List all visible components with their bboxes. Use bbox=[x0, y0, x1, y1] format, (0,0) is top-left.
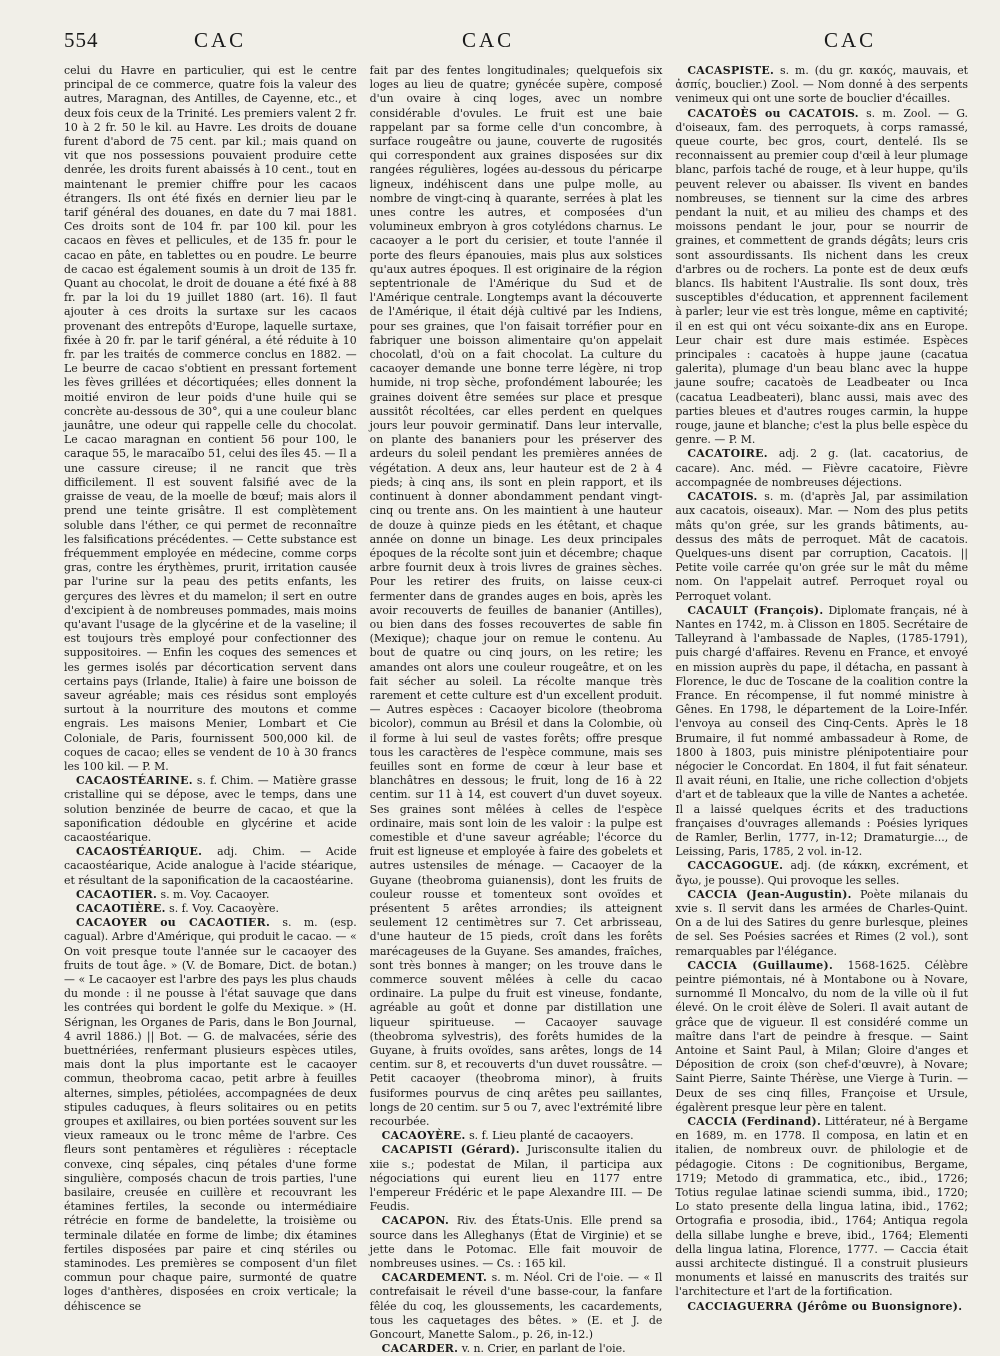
dictionary-entry bbox=[675, 888, 968, 959]
entry-text: Diplomate français, né à Nantes en 1742, m. à Clisson en 1805. Secrétaire de Talleyrand à l'ambassade de Naples, (1785-1791), puis chargé d'affaires. Revenu en France, et envoyé en mission auprès du pape, il détacha, en passant à Florence, le duc de Toscane de la coalition contre la France. En récompense, il fut nommé ministre à Gênes. En 1798, le département de la Loire-Infér. l'envoya au conseil des Cinq-Cents. Après le 18 Brumaire, il fut nommé ambassadeur à Rome, de 1800 à 1803, puis ministre plénipotentiaire pour négocier le Concordat. En 1804, il fut fait sénateur. Il avait réuni, en Italie, une riche collection d'objets d'art et de tableaux que la ville de Nantes a achetée. Il a laissé quelques écrits et des traductions françaises d'ouvrages allemands : Poésies lyriques de Ramler, Berlin, 1777, in-12; Dramaturgie..., de Leissing, Paris, 1785, 2 vol. in-12. bbox=[675, 603, 969, 859]
entry-text: s. m. Néol. Cri de l'oie. — « Il contrefaisait le réveil d'une basse-cour, la fanfare fêlée du coq, les gloussements, les cacardements, tous les caquetages des bêtes. » (E. et J. de Goncourt, Manette Salom., p. 26, in-12.) bbox=[369, 1271, 663, 1342]
entry-headword: CACAPON. bbox=[381, 1214, 450, 1228]
entry-headword: CACATOIRE. bbox=[687, 447, 768, 461]
dictionary-entry bbox=[675, 1115, 968, 1300]
entry-headword: CACCIA (Ferdinand). bbox=[687, 1115, 822, 1129]
running-head-left: CAC bbox=[194, 28, 247, 52]
entry-headword: CACCIA (Guillaume). bbox=[687, 958, 834, 972]
entry-text: fait par des fentes longitudinales; quelquefois six loges au lieu de quatre; gynécée supère, composé d'un ovaire à cinq loges, avec un nombre considérable d'ovules. Le fruit est une baie rappelant par sa forme celle d'un concombre, à surface rougeâtre ou jaune, couverte de rugosités qui correspondent aux graines disposées sur dix rangées régulières, logées au-dessous du péricarpe ligneux, indéhiscent dans une pulpe molle, au nombre de vingt-cinq à quarante, serrées à plat les unes contre les autres, et composées d'un volumineux embryon à gros cotylédons charnus. Le cacaoyer a le port du cerisier, et toute l'année il porte des fleurs épanouies, mais plus aux solstices qu'aux autres époques. Il est originaire de la région septentrionale de l'Amérique du Sud et de l'Amérique centrale. Longtemps avant la découverte de l'Amérique, il était déjà cultivé par les Indiens, pour ses graines, que l'on faisait torréfier pour en fabriquer une boisson alimentaire qu'on appelait chocolatl, d'où on a fait chocolat. La culture du cacaoyer demande une bonne terre légère, ni trop humide, ni trop sèche, profondément labourée; les graines doivent être semées sur place et presque aussitôt récoltées, car elles perdent en quelques jours leur pouvoir germinatif. Dans leur intervalle, on plante des bananiers pour les préserver des ardeurs du soleil pendant les premières années de végétation. A deux ans, leur hauteur est de 2 à 4 pieds; à cinq ans, ils sont en plein rapport, et ils continuent à donner abondamment pendant vingt-cinq ou trente ans. On les maintient à une hauteur de douze à quinze pieds en les étêtant, et chaque année on donne un binage. Les deux principales époques de la récolte sont juin et décembre; chaque arbre fournit deux à trois livres de graines sèches. Pour les retirer des fruits, on laisse ceux-ci fermenter dans de grandes auges en bois, après les avoir recouverts de feuilles de bananier (Antilles), ou bien dans des fosses recouvertes de sable fin (Mexique); chaque jour on remue le contenu. Au bout de quatre ou cinq jours, on les retire; les amandes ont alors une couleur rougeâtre, et on les fait sécher au soleil. La récolte manque très rarement et cette culture est d'un excellent produit. — Autres espèces : Cacaoyer bicolore (theobroma bicolor), commun au Brésil et dans la Colombie, où il forme à lui seul de vastes forêts; offre presque tous les caractères de l'espèce commune, mais ses feuilles sont en forme de cœur à leur base et blanchâtres en dessous; le fruit, long de 16 à 22 centim. sur 11 à 14, est couvert d'un duvet soyeux. Ses graines sont mêlées à celles de l'espèce ordinaire, mais sont loin de les valoir : la pulpe est comestible et d'une saveur agréable; l'écorce du fruit est ligneuse et employée à faire des gobelets et autres ustensiles de ménage. — Cacaoyer de la Guyane (theobroma guianensis), dont les fruits de couleur rousse et tomenteux sont ovoïdes et présentent 5 arêtes arrondies; ils atteignent seulement 12 centimètres sur 7. Cet arbrisseau, d'une hauteur de 15 pieds, croît dans les forêts marécageuses de la Guyane. Ses amandes, fraîches, sont très bonnes à manger; on les trouve dans le commerce souvent mêlées à celle du cacao ordinaire. La pulpe du fruit est vineuse, fondante, agréable au goût et donne par distillation une liqueur spiritueuse. — Cacaoyer sauvage (theobroma sylvestris), des forêts humides de la Guyane, à fruits ovoïdes, sans arêtes, longs de 14 centim. sur 8, et recouverts d'un duvet roussâtre. — Petit cacaoyer (theobroma minor), à fruits fusiformes pourvus de cinq arêtes peu saillantes, longs de 20 centim. sur 5 ou 7, avec l'extrémité libre recourbée. bbox=[369, 64, 663, 1129]
dictionary-entry bbox=[64, 64, 357, 774]
dictionary-entry bbox=[64, 888, 357, 902]
dictionary-columns bbox=[64, 64, 969, 1356]
dictionary-entry bbox=[675, 490, 968, 604]
entry-text: s. m. (d'après Jal, par assimilation aux cacatois, oiseaux). Mar. — Nom des plus petits mâts qu'on grée, sur les grands bâtiments, au-dessus des mâts de perroquet. Mât de cacatois. Quelques-uns disent par corruption, Cacatois. || Petite voile carrée qu'on grée sur le mât du même nom. On l'appelait autref. Perroquet royal ou Perroquet volant. bbox=[675, 490, 969, 603]
entry-headword: CACAOYER ou CACAOTIER. bbox=[76, 916, 271, 930]
column-middle bbox=[369, 64, 663, 1356]
running-head-right: CAC bbox=[824, 28, 877, 52]
entry-headword: CACARDER. bbox=[381, 1342, 459, 1356]
dictionary-entry bbox=[675, 107, 968, 448]
entry-text: adj. 2 g. (lat. cacatorius, de cacare). Anc. méd. — Fièvre cacatoire, Fièvre accompagnée de nombreuses déjections. bbox=[675, 447, 969, 489]
entry-headword: CACAOTIER. bbox=[76, 887, 158, 901]
entry-headword: CACARDEMENT. bbox=[381, 1271, 488, 1285]
entry-text: adj. (de κάκκη, excrément, et ἄγω, je pousse). Qui provoque les selles. bbox=[675, 859, 968, 887]
page-header bbox=[64, 28, 964, 62]
entry-text: Riv. des États-Unis. Elle prend sa source dans les Alleghanys (État de Virginie) et se jette dans le Potomac. Elle fait mouvoir de nombreuses usines. — Cs. : 165 kil. bbox=[369, 1214, 663, 1271]
entry-text: v. n. Crier, en parlant de l'oie. bbox=[461, 1342, 626, 1356]
entry-text: Littérateur, né à Bergame en 1689, m. en 1778. Il composa, en latin et en italien, de nombreux ouvr. de philologie et de pédagogie. Citons : De cognitionibus, Bergame, 1719; Metodo di grammatica, etc., ibid., 1726; Totius regulae latinae sciendi summa, ibid., 1720; Lo stato presente della lingua latina, ibid., 1762; Ortografia e prosodia, ibid., 1764; Antiqua regola della sillabe lunghe e breve, ibid., 1764; Elementi della lingua latina, Florence, 1777. — Caccia était aussi architecte distingué. Il a construit plusieurs monuments et laissé en manuscrits des traités sur l'architecture et l'art de la fortification. bbox=[675, 1115, 969, 1299]
dictionary-entry bbox=[675, 859, 968, 887]
entry-text: Poète milanais du xvie s. Il servit dans les armées de Charles-Quint. On a de lui des Satires du genre burlesque, pleines de sel. Ses Poésies sacrées et Rimes (2 vol.), sont remarquables par l'élégance. bbox=[675, 887, 969, 958]
entry-text: s. m. Voy. Cacaoyer. bbox=[160, 887, 270, 901]
dictionary-entry bbox=[370, 64, 663, 1129]
dictionary-entry bbox=[64, 902, 357, 916]
dictionary-entry bbox=[370, 1271, 663, 1342]
dictionary-entry bbox=[64, 845, 357, 888]
column-left bbox=[64, 64, 357, 1326]
entry-text: adj. Chim. — Acide cacaostéarique, Acide analogue à l'acide stéarique, et résultant de la saponification de la cacaostéarine. bbox=[64, 845, 357, 887]
dictionary-entry bbox=[675, 447, 968, 490]
entry-headword: CACAOTIÈRE. bbox=[76, 901, 166, 915]
entry-headword: CACATOIS. bbox=[687, 490, 758, 504]
entry-headword: CACAOSTÉARINE. bbox=[76, 774, 193, 788]
entry-text: s. m. (du gr. κακός, mauvais, et ἀσπίς, bouclier.) Zool. — Nom donné à des serpents venimeux qui ont une sorte de bouclier d'écailles. bbox=[675, 64, 969, 106]
running-head-center: CAC bbox=[462, 28, 515, 52]
entry-headword: CACAPISTI (Gérard). bbox=[381, 1143, 520, 1157]
dictionary-entry bbox=[64, 774, 357, 845]
column-right bbox=[675, 64, 968, 1326]
entry-text: s. m. (esp. cagual). Arbre d'Amérique, qui produit le cacao. — « On voit presque toute l'année sur le cacaoyer des fruits de tout âge. » (V. de Bomare, Dict. de botan.) — « Le cacaoyer est l'arbre des pays les plus chauds du monde : il ne pousse à l'état sauvage que dans les contrées qui bordent le golfe du Mexique. » (H. Sérignan, les Organes de Paris, dans le Bon Journal, 4 avril 1886.) || Bot. — G. de malvacées, série des buettnériées, renfermant plusieurs espèces utiles, mais dont la plus importante est le cacaoyer commun, theobroma cacao, petit arbre à feuilles alternes, simples, pétiolées, accompagnées de deux stipules caduques, à fleurs solitaires ou en petits groupes et axillaires, ou bien portées souvent sur les vieux rameaux ou le tronc même de l'arbre. Ces fleurs sont pentamères et régulières : réceptacle convexe, cinq sépales, cinq pétales d'une forme singulière, composés chacun de trois parties, l'une basilaire, creusée en cuillère et recouvrant les étamines fertiles, la seconde ou intermédiaire rétrécie en forme de bandelette, la troisième ou terminale dilatée en forme de limbe; dix étamines fertiles disposées par paire et cinq stériles ou staminodes. Les premières se composent d'un filet commun pour chaque paire, surmonté de quatre loges d'anthères, disposées en croix verticale; la déhiscence se bbox=[64, 916, 357, 1313]
entry-headword: CACAULT (François). bbox=[687, 603, 824, 617]
entry-headword: CACCIA (Jean-Augustin). bbox=[687, 887, 852, 901]
entry-headword: CACCIAGUERRA (Jérôme ou Buonsignore). bbox=[687, 1299, 963, 1313]
entry-headword: CACASPISTE. bbox=[687, 64, 775, 77]
page-number: 554 bbox=[64, 28, 99, 52]
dictionary-entry bbox=[370, 1214, 663, 1271]
entry-text: s. m. Zool. — G. d'oiseaux, fam. des perroquets, à corps ramassé, queue courte, bec gros, court, dentelé. Ils se reconnaissent au premier coup d'œil à leur plumage blanc, parfois taché de rouge, et à leur huppe, qu'ils peuvent relever ou abaisser. Ils vivent en bandes nombreuses, se tiennent sur la cime des arbres pendant la nuit, et au milieu des champs et des moissons pendant le jour, pour se nourrir de graines, et commettent de grands dégâts; leurs cris sont assourdissants. Ils nichent dans les creux d'arbres ou de rochers. La ponte est de deux œufs blancs. Ils habitent l'Australie. Ils sont doux, très susceptibles d'éducation, et apprennent facilement à parler; leur vie est très longue, même en captivité; il en est qui ont vécu soixante-dix ans en Europe. Leur chair est dure mais estimée. Espèces principales : cacatoès à huppe jaune (cacatua galerita), plumage d'un beau blanc avec la huppe jaune soufre; cacatoès de Leadbeater ou Inca (cacatua Leadbeateri), blanc aussi, mais avec des parties bleues et d'autres rouges carmin, la huppe rouge, jaune et blanche; c'est la plus belle espèce du genre. — P. M. bbox=[675, 106, 969, 447]
entry-text: celui du Havre en particulier, qui est le centre principal de ce commerce, quatre fois la valeur des autres, Maragnan, des Antilles, de Cayenne, etc., et deux fois ceux de la Trinité. Les premiers valent 2 fr. 10 à 2 fr. 50 le kil. au Havre. Les droits de douane furent d'abord de 75 cent. par kil.; mais quand on vit que nos possessions pouvaient produire cette denrée, les droits furent abaissés à 10 cent., tout en maintenant le premier chiffre pour les cacaos étrangers. Ils ont été fixés en dernier lieu par le tarif général des douanes, en date du 7 mai 1881. Ces droits sont de 104 fr. par 100 kil. pour les cacaos en fèves et pellicules, et de 135 fr. pour le cacao en pâte, en tablettes ou en poudre. Le beurre de cacao est également soumis à un droit de 135 fr. Quant au chocolat, le droit de douane a été fixé à 88 fr. par la loi du 19 juillet 1880 (art. 16). Il faut ajouter à ces droits la surtaxe sur les cacaos provenant des entrepôts d'Europe, laquelle surtaxe, fixée à 20 fr. par le tarif général, a été réduite à 10 fr. par les traités de commerce conclus en 1882. — Le beurre de cacao s'obtient en pressant fortement les fèves grillées et décortiquées; elles donnent la moitié environ de leur poids d'une huile qui se concrète au-dessous de 30°, qui a une couleur blanc jaunâtre, une odeur qui rappelle celle du chocolat. Le cacao maragnan en contient 56 pour 100, le caraque 55, le maracaïbo 51, celui des îles 45. — Il a une cassure cireuse; il ne rancit que très difficilement. Il est souvent falsifié avec de la graisse de veau, de la moelle de bœuf; mais alors il prend une teinte grisâtre. Il est complètement soluble dans l'éther, ce qui permet de reconnaître les falsifications précédentes. — Cette substance est fréquemment employée en médecine, comme corps gras, contre les érythèmes, prurit, irritation causée par l'urine sur la peau des petits enfants, les gerçures des lèvres et du mamelon; il sert en outre d'excipient à de nombreuses pommades, mais moins qu'avant l'usage de la glycérine et de la vaseline; il est toujours très employé pour confectionner des suppositoires. — Enfin les coques des semences et les germes isolés par décortication servent dans certains pays (Irlande, Italie) à faire une boisson de saveur agréable; mais ces résidus sont employés surtout à la nourriture des moutons et comme engrais. Les maisons Menier, Lombart et Cie Coloniale, de Paris, fournissent 500,000 kil. de coques de cacao; elles se vendent de 10 à 30 francs les 100 kil. — P. M. bbox=[64, 64, 357, 773]
entry-headword: CACATOÈS ou CACATOIS. bbox=[687, 106, 859, 120]
dictionary-entry bbox=[675, 64, 968, 107]
dictionary-entry bbox=[370, 1129, 663, 1143]
dictionary-entry bbox=[675, 604, 968, 860]
entry-text: Jurisconsulte italien du xiie s.; podestat de Milan, il participa aux négociations qui eurent lieu en 1177 entre l'empereur Frédéric et le pape Alexandre III. — De Feudis. bbox=[369, 1143, 663, 1214]
entry-headword: CACAOSTÉARIQUE. bbox=[76, 845, 203, 859]
entry-text: s. f. Chim. — Matière grasse cristalline qui se dépose, avec le temps, dans une solution benzinée de beurre de cacao, et que la saponification dédouble en glycérine et acide cacaostéarique. bbox=[64, 774, 357, 844]
dictionary-entry bbox=[370, 1143, 663, 1214]
entry-text: s. f. Voy. Cacaoyère. bbox=[169, 901, 279, 915]
entry-headword: CACCAGOGUE. bbox=[687, 859, 784, 873]
dictionary-entry bbox=[675, 1300, 968, 1314]
dictionary-entry bbox=[370, 1342, 663, 1356]
entry-text: 1568-1625. Célèbre peintre piémontais, né à Montabone ou à Novare, surnommé Il Moncalvo, du nom de la ville où il fut élevé. On le croit élève de Soleri. Il avait autant de grâce que de vigueur. Il est considéré comme un maître dans l'art de peindre à fresque. — Saint Antoine et Saint Paul, à Milan; Gloire d'anges et Déposition de croix (son chef-d'œuvre), à Novare; Saint Pierre, Sainte Thérèse, une Vierge à Turin. — Deux de ses cinq filles, Françoise et Ursule, égalèrent presque leur père en talent. bbox=[675, 958, 969, 1114]
dictionary-entry bbox=[64, 916, 357, 1314]
entry-text: s. f. Lieu planté de cacaoyers. bbox=[469, 1129, 634, 1143]
dictionary-entry bbox=[675, 959, 968, 1115]
entry-headword: CACAOYÈRE. bbox=[381, 1129, 466, 1143]
